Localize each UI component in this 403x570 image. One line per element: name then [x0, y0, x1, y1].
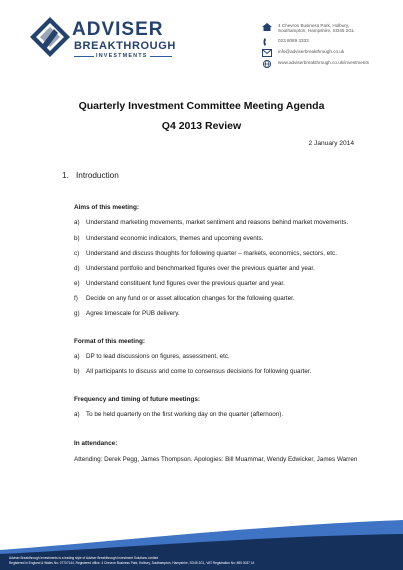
- list-item: [74, 411, 283, 418]
- list-item: [74, 368, 311, 375]
- section-title: Introduction: [76, 171, 119, 180]
- item-text: Understand and discuss thoughts for following quarter – markets, economics, sectors, etc.: [86, 250, 337, 257]
- document-date: 2 January 2014: [308, 140, 354, 147]
- phone-number: 023 8089 3333: [278, 38, 309, 43]
- list-item: [74, 235, 263, 242]
- item-letter: b): [74, 235, 80, 242]
- logo-text-investments: INVESTMENTS: [96, 53, 148, 59]
- contact-phone: [262, 38, 400, 49]
- envelope-icon: [262, 49, 272, 57]
- document-subtitle: Q4 2013 Review: [161, 120, 242, 132]
- item-letter: c): [74, 250, 80, 257]
- footer-line-2: Registered in England & Wales No: 07707144, Registered office: 4 Chevron Business Park, Holbury, Southampton, Hampshire, SO45 2GL, VAT Registration No: 860 0037 14: [9, 561, 255, 565]
- logo-mark-icon: [28, 15, 72, 59]
- item-text: Understand portfolio and benchmarked figures over the previous quarter and year.: [86, 265, 315, 272]
- item-letter: g): [74, 310, 80, 317]
- attendance-text: Attending: Derek Pegg, James Thompson. Apologies: Bill Muammar, Wendy Edwicker, James Warren: [74, 456, 358, 463]
- item-letter: a): [74, 411, 80, 418]
- email-link[interactable]: info@adviserbreakthrough.co.uk: [278, 49, 345, 54]
- logo-rule-right: [150, 56, 172, 57]
- list-item: [74, 219, 348, 226]
- item-text: Decide on any fund or or asset allocation changes for the following quarter.: [86, 295, 295, 302]
- contact-email[interactable]: [262, 49, 400, 60]
- phone-icon: [262, 38, 272, 46]
- document-title: Quarterly Investment Committee Meeting Agenda: [78, 100, 325, 112]
- frequency-heading: Frequency and timing of future meetings:: [74, 396, 201, 403]
- item-text: Understand economic indicators, themes and upcoming events.: [86, 235, 264, 242]
- item-letter: e): [74, 280, 80, 287]
- item-text: DP to lead discussions on figures, assessment, etc.: [86, 353, 230, 360]
- footer-line-1: Adviser Breakthrough Investments is a trading style of Adviser Breakthrough Investment Solutions Limited: [9, 556, 159, 560]
- item-text: Understand constituent fund figures over the previous quarter and year.: [86, 280, 285, 287]
- section-number: 1.: [62, 171, 69, 180]
- home-icon: [262, 23, 272, 31]
- item-text: All participants to discuss and come to consensus decisions for following quarter.: [86, 368, 312, 375]
- company-logo: [28, 15, 178, 61]
- list-item: [74, 250, 337, 257]
- list-item: [74, 295, 295, 302]
- item-text: To be held quarterly on the first working day on the quarter (afternoon).: [86, 411, 284, 418]
- logo-rule-left: [74, 56, 94, 57]
- globe-icon: [262, 60, 272, 68]
- address-line-2: Southampton, Hampshire, SO45 2GL: [278, 28, 355, 34]
- list-item: [74, 265, 315, 272]
- logo-text-breakthrough: BREAKTHROUGH: [74, 40, 176, 52]
- list-item: [74, 280, 285, 287]
- logo-text-adviser: ADVISER: [72, 19, 164, 40]
- website-link[interactable]: www.adviserbreakthrough.co.uk/investments: [278, 60, 369, 65]
- item-text: Understand marketing movements, market sentiment and reasons behind market movements.: [86, 219, 349, 226]
- contact-address: [262, 23, 400, 38]
- list-item: [74, 353, 230, 360]
- section-heading: [62, 171, 119, 180]
- list-item: [74, 310, 180, 317]
- item-letter: d): [74, 265, 80, 272]
- item-letter: a): [74, 353, 80, 360]
- item-text: Agree timescale for PUB delivery.: [86, 310, 180, 317]
- item-letter: b): [74, 368, 80, 375]
- page-footer: [0, 520, 403, 570]
- item-letter: a): [74, 219, 80, 226]
- attendance-heading: In attendance:: [74, 440, 118, 447]
- address-line-1: 4 Chevron Business Park, Holbury,: [278, 23, 350, 28]
- format-heading: Format of this meeting:: [74, 338, 146, 345]
- contact-website[interactable]: [262, 60, 400, 71]
- contact-block: [262, 23, 400, 71]
- aims-heading: Aims of this meeting:: [74, 204, 139, 211]
- item-letter: f): [74, 295, 78, 302]
